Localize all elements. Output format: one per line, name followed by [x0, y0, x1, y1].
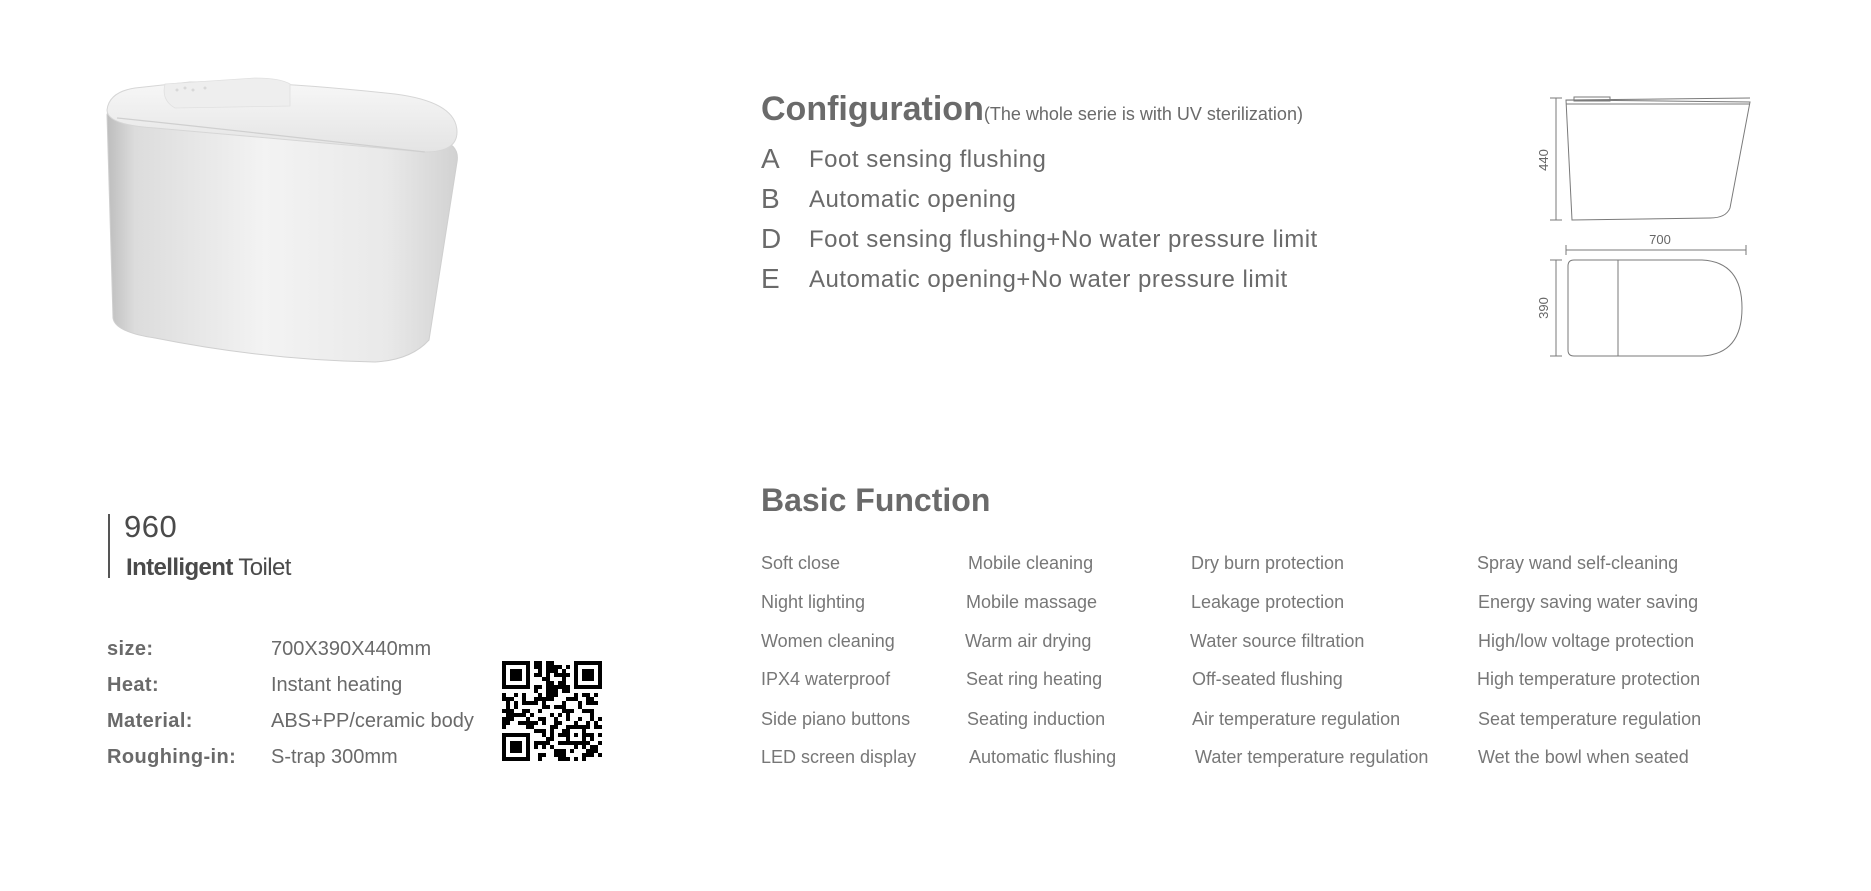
- product-name-rest: Toilet: [238, 554, 291, 581]
- spec-value-material: ABS+PP/ceramic body: [271, 710, 474, 732]
- function-item: Energy saving water saving: [1478, 592, 1699, 612]
- function-item: Spray wand self-cleaning: [1477, 553, 1679, 573]
- config-text-a: Foot sensing flushing: [809, 146, 1047, 173]
- function-item: Seat ring heating: [966, 669, 1103, 689]
- spec-label-size: size:: [107, 638, 154, 660]
- function-item: Automatic flushing: [969, 747, 1117, 767]
- product-image: [95, 70, 475, 370]
- function-item: Night lighting: [761, 592, 866, 612]
- config-text-b: Automatic opening: [809, 186, 1017, 213]
- function-item: Wet the bowl when seated: [1478, 747, 1689, 767]
- function-item: Mobile cleaning: [968, 553, 1094, 573]
- function-item: Soft close: [761, 553, 841, 573]
- model-divider: [108, 514, 110, 578]
- product-name: [126, 554, 291, 582]
- dimension-width: 390: [1536, 297, 1551, 319]
- function-item: Seating induction: [967, 709, 1106, 729]
- model-number: 960: [124, 509, 178, 544]
- configuration-note: (The whole serie is with UV sterilization): [983, 104, 1303, 124]
- function-item: Seat temperature regulation: [1478, 709, 1702, 729]
- config-text-e: Automatic opening+No water pressure limit: [809, 266, 1288, 293]
- spec-label-material: Material:: [107, 710, 193, 732]
- function-item: Dry burn protection: [1191, 553, 1345, 573]
- dimension-height: 440: [1536, 149, 1551, 171]
- product-name-bold: Intelligent: [126, 554, 233, 581]
- function-item: Water temperature regulation: [1195, 747, 1429, 767]
- spec-label-heat: Heat:: [107, 674, 160, 696]
- config-letter-e: E: [761, 263, 780, 294]
- function-item: IPX4 waterproof: [761, 669, 891, 689]
- function-item: Mobile massage: [966, 592, 1098, 612]
- spec-value-roughing-in: S-trap 300mm: [271, 746, 398, 768]
- function-item: LED screen display: [761, 747, 917, 767]
- config-text-d: Foot sensing flushing+No water pressure limit: [809, 226, 1318, 253]
- config-letter-b: B: [761, 183, 780, 214]
- function-item: Water source filtration: [1190, 631, 1365, 651]
- function-item: High temperature protection: [1477, 669, 1701, 689]
- function-item: High/low voltage protection: [1478, 631, 1695, 651]
- configuration-heading: [761, 90, 1303, 129]
- function-item: Warm air drying: [965, 631, 1092, 651]
- config-letter-a: A: [761, 143, 780, 174]
- qr-code[interactable]: [502, 661, 602, 761]
- spec-value-size: 700X390X440mm: [271, 638, 432, 660]
- configuration-title: Configuration: [761, 90, 984, 128]
- function-item: Leakage protection: [1191, 592, 1345, 612]
- config-letter-d: D: [761, 223, 782, 254]
- function-item: Off-seated flushing: [1192, 669, 1343, 689]
- spec-label-roughing-in: Roughing-in:: [107, 746, 237, 768]
- function-item: Women cleaning: [761, 631, 895, 651]
- spec-value-heat: Instant heating: [271, 674, 403, 696]
- function-item: Side piano buttons: [761, 709, 911, 729]
- dimension-length: 700: [1649, 232, 1671, 247]
- basic-function-title: Basic Function: [761, 482, 991, 518]
- function-item: Air temperature regulation: [1192, 709, 1401, 729]
- dimension-drawing: [1530, 90, 1760, 365]
